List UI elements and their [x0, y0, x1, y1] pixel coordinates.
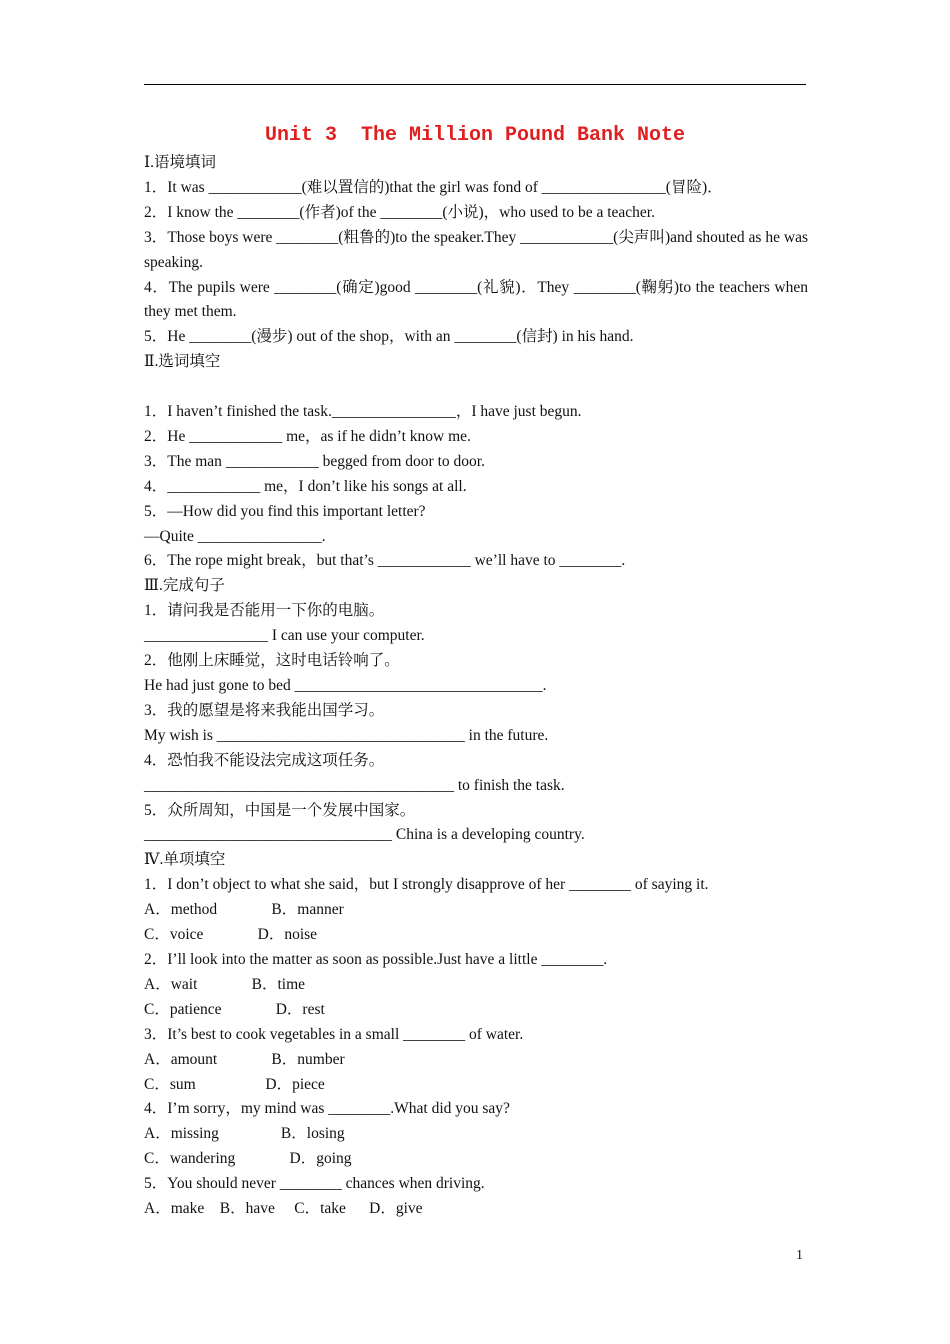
page-number: 1: [796, 1248, 803, 1263]
options-line: A．wait B．time: [144, 975, 306, 993]
question-line: 3．It’s best to cook vegetables in a small ________ of water.: [144, 1025, 524, 1043]
answer-line: ________________________________________ to finish the task.: [144, 776, 565, 794]
question-line: 5．He ________(漫步) out of the shop，with an ________(信封) in his hand.: [144, 328, 634, 346]
options-line: C．sum D．piece: [144, 1075, 325, 1093]
question-line: —Quite ________________.: [144, 527, 326, 545]
document-title: Unit 3 The Million Pound Bank Note: [264, 124, 686, 147]
options-line: A．missing B．losing: [144, 1125, 345, 1143]
question-line: 3．The man ____________ begged from door to door.: [144, 452, 485, 470]
options-line: C．patience D．rest: [144, 1000, 325, 1018]
question-line: 1．请问我是否能用一下你的电脑。: [144, 602, 385, 620]
question-line: 4．恐怕我不能设法完成这项任务。: [144, 751, 385, 769]
options-line: C．voice D．noise: [144, 926, 318, 944]
section-4: [144, 848, 808, 1222]
section-1: [144, 151, 808, 350]
question-line: 4．I’m sorry，my mind was ________.What did you say?: [144, 1100, 510, 1118]
answer-line: He had just gone to bed ________________________________.: [144, 677, 547, 695]
blank-line: [144, 375, 808, 400]
header-rule: [144, 84, 806, 85]
question-line: 5．—How did you find this important letter?: [144, 502, 426, 520]
question-line: 2．He ____________ me，as if he didn’t know me.: [144, 427, 471, 445]
question-line: 2．I’ll look into the matter as soon as possible.Just have a little ________.: [144, 950, 608, 968]
question-line: 3．Those boys were ________(粗鲁的)to the speaker.They ____________(尖声叫)and shouted as he was speaking.: [144, 228, 808, 271]
question-line: 4．The pupils were ________(确定)good ________(礼貌)．They ________(鞠躬)to the teachers when they met them.: [144, 278, 808, 321]
answer-line: ________________________________ China is a developing country.: [144, 826, 585, 844]
question-line: 3．我的愿望是将来我能出国学习。: [144, 701, 385, 719]
answer-line: My wish is ________________________________ in the future.: [144, 726, 549, 744]
question-line: 6．The rope might break，but that’s ____________ we’ll have to ________.: [144, 552, 626, 570]
question-line: 1．It was ____________(难以置信的)that the girl was fond of ________________(冒险)．: [144, 178, 723, 196]
question-line: 1．I don’t object to what she said，but I strongly disapprove of her ________ of saying it.: [144, 876, 709, 894]
question-line: 2．I know the ________(作者)of the ________(小说)，who used to be a teacher.: [144, 203, 655, 221]
question-line: 1．I haven’t finished the task.________________，I have just begun.: [144, 403, 582, 421]
section-2: [144, 350, 808, 574]
section-3: [144, 574, 808, 848]
document-body: [144, 151, 808, 1222]
options-line: A．amount B．number: [144, 1050, 345, 1068]
section-heading: Ⅲ.完成句子: [144, 577, 225, 595]
question-line: 5．You should never ________ chances when driving.: [144, 1175, 485, 1193]
section-heading: Ⅰ.语境填词: [144, 154, 216, 171]
options-line: C．wandering D．going: [144, 1150, 352, 1168]
options-line: A．make B．have C．take D．give: [144, 1200, 423, 1218]
options-line: A．method B．manner: [144, 901, 344, 919]
section-heading: Ⅳ.单项填空: [144, 851, 226, 869]
section-heading: Ⅱ.选词填空: [144, 353, 221, 371]
question-line: 2．他刚上床睡觉，这时电话铃响了。: [144, 652, 400, 670]
question-line: 5．众所周知，中国是一个发展中国家。: [144, 801, 416, 819]
answer-line: ________________ I can use your computer.: [144, 627, 425, 645]
question-line: 4．____________ me，I don’t like his songs at all.: [144, 477, 467, 495]
